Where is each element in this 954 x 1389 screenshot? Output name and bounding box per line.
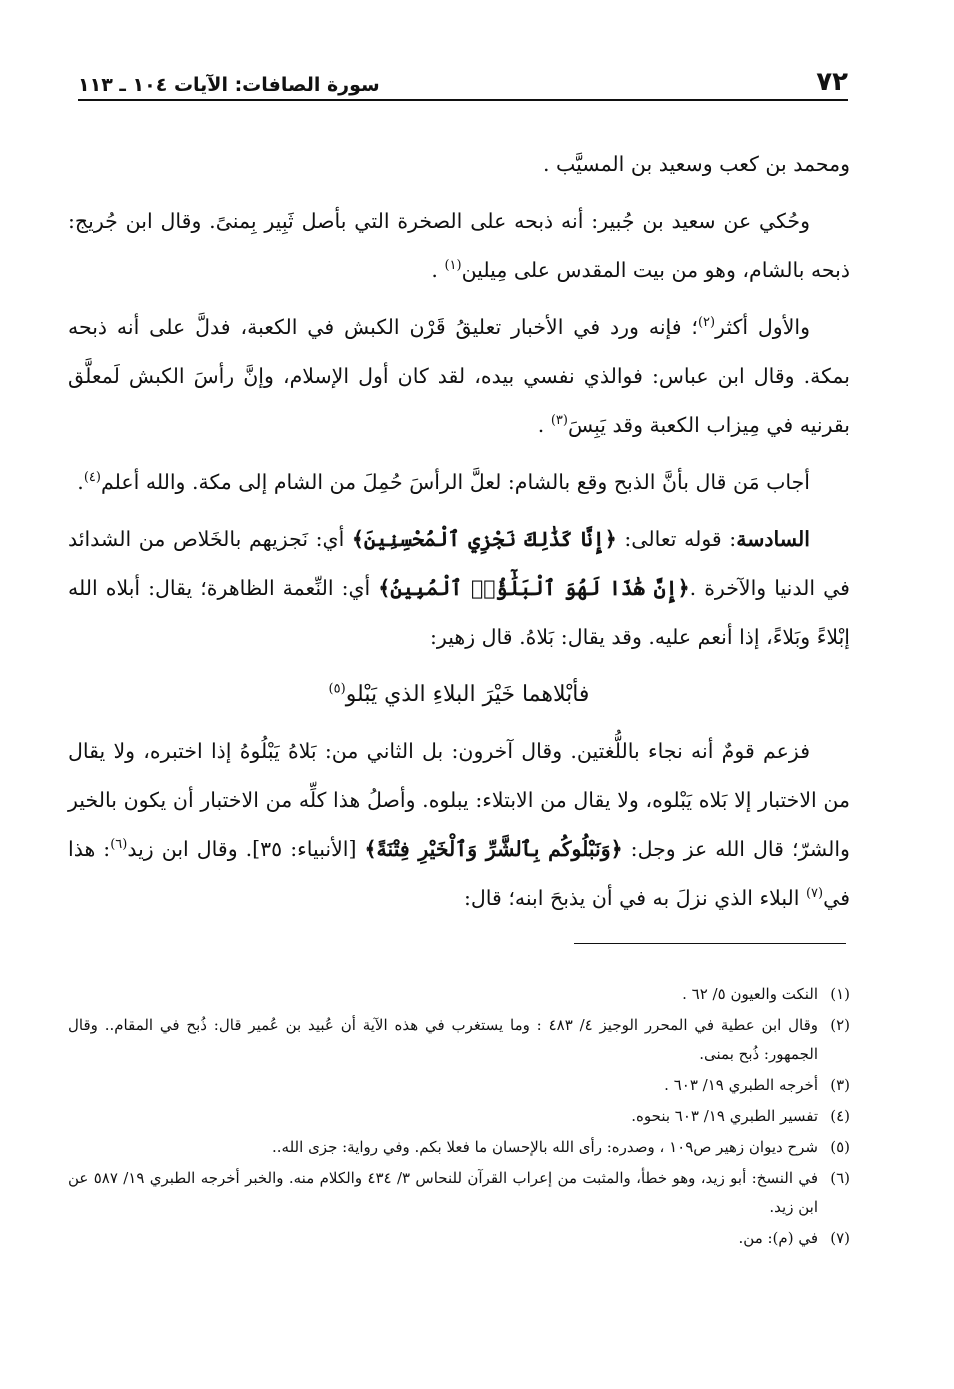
footnote-text: في (م): من. bbox=[738, 1229, 818, 1247]
footnote bbox=[68, 1071, 850, 1100]
footnote-ref-4: (٤) bbox=[83, 470, 101, 486]
poetry-verse bbox=[68, 670, 850, 719]
footnote-number: (٤) bbox=[830, 1107, 850, 1125]
footnote-text: تفسير الطبري ١٩/ ٦٠٣ بنحوه. bbox=[631, 1107, 818, 1125]
footnote-text: النكت والعيون ٥/ ٦٢ . bbox=[682, 985, 818, 1003]
paragraph-3-end: . bbox=[537, 413, 551, 437]
footnote-number: (٦) bbox=[830, 1169, 850, 1187]
paragraph-3 bbox=[68, 303, 850, 450]
paragraph-6-text-b: [الأنبياء: ٣٥]. وقال ابن زيد bbox=[127, 837, 365, 861]
footnote bbox=[68, 1102, 850, 1131]
footnote-ref-5: (٥) bbox=[328, 681, 346, 697]
paragraph-5-text-a: : قوله تعالى: bbox=[616, 527, 737, 551]
footnote bbox=[68, 980, 850, 1009]
footnote-text: وقال ابن عطية في المحرر الوجيز ٤/ ٤٨٣ : وما يستغرب في هذه الآية أن عُبيد بن عُمير قال: ذُبح في المقام.. وقال الجمهور: ذُبح بمنى. bbox=[68, 1016, 818, 1063]
paragraph-3-text-b: ؛ فإنه ورد في الأخبار تعليقُ قَرْن الكبش في الكعبة، فدلَّ على أنه ذبحه بمكة. وقال ابن عباس: فوالذي نفسي بيده، لقد كان أول الإسلام، وإنَّ رأسَ الكبش لَمعلَّق بقرنيه في مِيزاب الكعبة وقد يَبِسَ bbox=[68, 315, 850, 437]
footnote-ref-1: (١) bbox=[444, 258, 462, 274]
paragraph-5-text-b: أي: نَجزيهم بالخَلاص من الشدائد في الدنيا والآخرة . bbox=[68, 527, 850, 600]
page-header bbox=[78, 55, 848, 101]
footnote-ref-6: (٦) bbox=[110, 837, 128, 853]
paragraph-1-text: ومحمد بن كعب وسعيد بن المسيَّب . bbox=[542, 152, 850, 176]
quran-verse-2: ﴿إِنَّ هَٰذَا لَهُوَ ٱلْبَلَٰٓؤُا۟ ٱلْمُبِينُ﴾ bbox=[378, 576, 690, 600]
footnote-number: (٢) bbox=[830, 1016, 850, 1034]
paragraph-1 bbox=[68, 140, 850, 189]
footnote-ref-7: (٧) bbox=[805, 886, 824, 902]
footnote-text: في النسخ: أبو زيد، وهو خطأ، والمثبت من إعراب القرآن للنحاس ٣/ ٤٣٤ والكلام منه. والخبر أخرجه الطبري ١٩/ ٥٨٧ عن ابن زيد. bbox=[68, 1169, 818, 1216]
paragraph-4-end: . bbox=[77, 470, 84, 494]
paragraph-5 bbox=[68, 515, 850, 662]
footnote-number: (٧) bbox=[830, 1229, 850, 1247]
main-text bbox=[68, 140, 850, 931]
poetry-verse-text: فأبْلاهما خَيْرَ البلاءِ الذي يَبْلو bbox=[345, 682, 590, 707]
footnote-number: (١) bbox=[830, 985, 850, 1003]
paragraph-4 bbox=[68, 458, 850, 507]
footnote-separator bbox=[574, 943, 846, 944]
paragraph-6-text-c: : هذا في bbox=[68, 837, 850, 910]
footnote bbox=[68, 1224, 850, 1253]
paragraph-2-end: . bbox=[431, 258, 445, 282]
footnote-text: شرح ديوان زهير ص١٠٩ ، وصدره: رأى الله بالإحسان ما فعلا بكم. وفي رواية: جزى الله.. bbox=[272, 1138, 818, 1156]
paragraph-2-text: وحُكي عن سعيد بن جُبير: أنه ذبحه على الصخرة التي بأصل ثَبِير بِمنىً. وقال ابن جُريج: ذبحه بالشام، وهو من بيت المقدس على مِيلين bbox=[68, 209, 850, 282]
page-number: ٧٢ bbox=[816, 67, 848, 97]
paragraph-6-text-d: البلاء الذي نزلَ به في أن يذبحَ ابنه؛ قال: bbox=[463, 886, 806, 910]
paragraph-6-text-a: فزعم قومٌ أنه نجاء باللُّغتين. وقال آخرون: بل الثاني من: بَلاهُ يَبْلُوهُ إذا اختبره، ولا يقال من الاختبار إلا بَلاه يَبْلوه، ولا يقال من الابتلاء: يبلوه. وأصلُ هذا كلِّه من الاختبار أن يكون بالخير والشرّ؛ قال الله عز وجل: bbox=[68, 739, 850, 861]
running-title: سورة الصافات: الآيات ١٠٤ ـ ١١٣ bbox=[78, 74, 380, 96]
footnote-text: أخرجه الطبري ١٩/ ٦٠٣ . bbox=[664, 1076, 818, 1094]
paragraph-6 bbox=[68, 727, 850, 923]
paragraph-2 bbox=[68, 197, 850, 295]
footnote bbox=[68, 1133, 850, 1162]
section-label: السادسة bbox=[736, 527, 810, 551]
footnote-ref-2: (٢) bbox=[697, 315, 716, 331]
footnote-number: (٥) bbox=[830, 1138, 850, 1156]
quran-verse-1: ﴿إِنَّا كَذَٰلِكَ نَجْزِي ٱلْمُحْسِنِينَ﴾ bbox=[351, 527, 617, 551]
paragraph-3-text-a: والأول أكثر bbox=[715, 315, 810, 339]
footnote bbox=[68, 1164, 850, 1222]
footnotes bbox=[68, 980, 850, 1255]
footnote-number: (٣) bbox=[830, 1076, 850, 1094]
footnote-ref-3: (٣) bbox=[550, 413, 568, 429]
footnote bbox=[68, 1011, 850, 1069]
paragraph-4-text: أجاب مَن قال بأنَّ الذبح وقع بالشام: لعلَّ الرأسَ حُمِلَ من الشام إلى مكة. والله أعلم bbox=[100, 470, 810, 494]
paragraph-5-text-c: أي: النِّعمة الظاهرة؛ يقال: أبلاه الله إبْلاءً وبَلاءً، إذا أنعم عليه. وقد يقال: بَلاهُ. قال زهير: bbox=[68, 576, 850, 649]
quran-verse-3: ﴿وَنَبْلُوكُم بِٱلشَّرِّ وَٱلْخَيْرِ فِتْنَةً﴾ bbox=[364, 837, 623, 861]
